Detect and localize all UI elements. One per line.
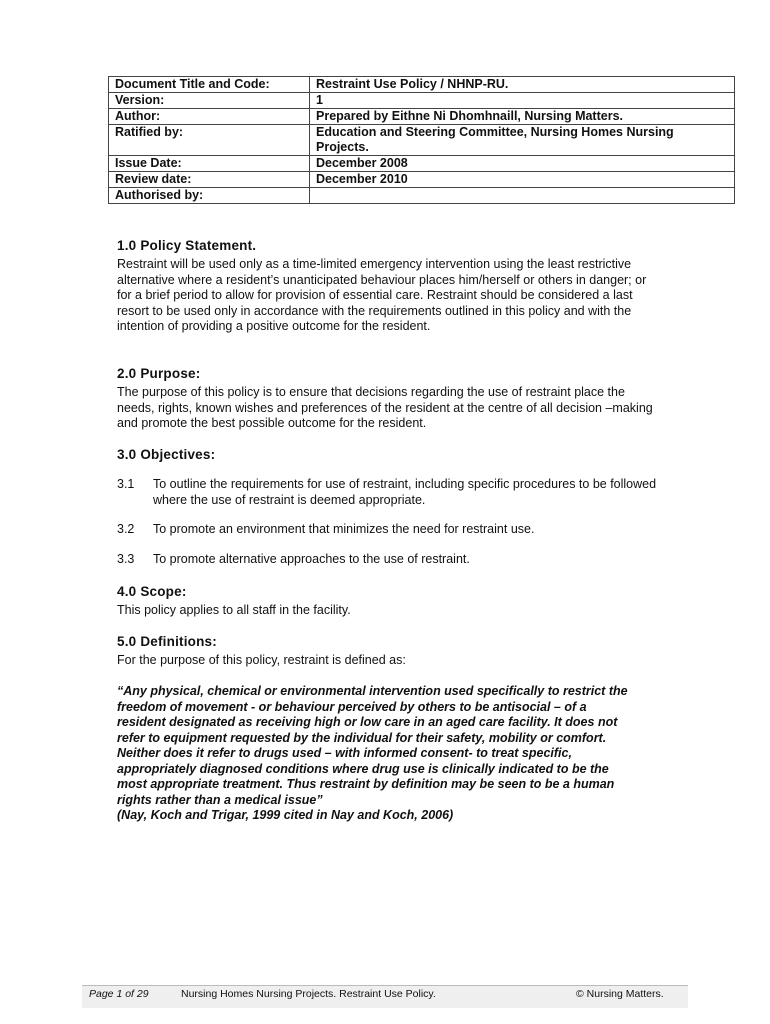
row-label: Issue Date:: [109, 156, 310, 172]
table-row: [109, 125, 735, 156]
table-row: [109, 77, 735, 93]
item-number: 3.1: [117, 477, 135, 491]
list-item: [117, 552, 662, 568]
footer-title: Nursing Homes Nursing Projects. Restraint Use Policy.: [181, 988, 436, 1000]
scope-section: [117, 583, 657, 619]
item-text: To promote an environment that minimizes the need for restraint use.: [153, 522, 535, 536]
list-item: [117, 522, 662, 538]
row-label: Author:: [109, 109, 310, 125]
section-heading: 2.0 Purpose:: [117, 366, 201, 381]
row-value: 1: [310, 93, 735, 109]
table-row: [109, 172, 735, 188]
section-body: This policy applies to all staff in the facility.: [117, 603, 351, 617]
row-label: Version:: [109, 93, 310, 109]
row-label: Document Title and Code:: [109, 77, 310, 93]
row-value: Education and Steering Committee, Nursing Homes Nursing Projects.: [310, 125, 735, 156]
row-value: December 2010: [310, 172, 735, 188]
quote-text: “Any physical, chemical or environmental intervention used specifically to restrict the freedom of movement - or behaviour perceived by others to be antisocial – of a resident designated as receiving high or low care in an aged care facility. It does not refer to equipment requested by the individual for their safety, mobility or comfort. Neither does it refer to drugs used – with informed consent- to treat specific, appropriately diagnosed conditions where drug use is clinically indicated to be the most appropriate treatment. Thus restraint by definition may be seen to be a human rights rather than a medical issue”: [117, 684, 628, 807]
definition-quote: [117, 684, 637, 824]
table-row: [109, 188, 735, 204]
row-value: December 2008: [310, 156, 735, 172]
row-value: Restraint Use Policy / NHNP-RU.: [310, 77, 735, 93]
section-heading: 1.0 Policy Statement.: [117, 238, 257, 253]
section-body: Restraint will be used only as a time-limited emergency intervention using the least restrictive alternative where a resident’s unanticipated behaviour places him/herself or others in danger; or for a brief period to allow for provision of essential care. Restraint should be considered a last resort to be used only in accordance with the requirements outlined in this policy and with the intention of providing a positive outcome for the resident.: [117, 257, 647, 333]
page-footer: [82, 985, 688, 1008]
objectives-section: [117, 446, 657, 463]
policy-statement-section: [117, 237, 657, 335]
table-row: [109, 156, 735, 172]
item-text: To outline the requirements for use of restraint, including specific procedures to be followed where the use of restraint is deemed appropriate.: [153, 477, 657, 507]
item-number: 3.2: [117, 522, 135, 536]
page-number: Page 1 of 29: [89, 988, 149, 1000]
table-row: [109, 109, 735, 125]
row-label: Ratified by:: [109, 125, 310, 156]
definitions-section: [117, 633, 657, 669]
section-heading: 5.0 Definitions:: [117, 634, 217, 649]
table-row: [109, 93, 735, 109]
footer-copyright: © Nursing Matters.: [576, 988, 664, 1000]
section-body: The purpose of this policy is to ensure that decisions regarding the use of restraint place the needs, rights, known wishes and preferences of the resident at the centre of all decision –making and promote the best possible outcome for the resident.: [117, 385, 653, 430]
item-number: 3.3: [117, 552, 135, 566]
row-label: Review date:: [109, 172, 310, 188]
section-heading: 4.0 Scope:: [117, 584, 187, 599]
row-value: [310, 188, 735, 204]
list-item: [117, 477, 662, 508]
document-info-table: [108, 76, 735, 204]
section-heading: 3.0 Objectives:: [117, 447, 216, 462]
quote-citation: (Nay, Koch and Trigar, 1999 cited in Nay and Koch, 2006): [117, 808, 454, 822]
purpose-section: [117, 365, 657, 432]
item-text: To promote alternative approaches to the use of restraint.: [153, 552, 470, 566]
row-label: Authorised by:: [109, 188, 310, 204]
row-value: Prepared by Eithne Ni Dhomhnaill, Nursing Matters.: [310, 109, 735, 125]
section-body: For the purpose of this policy, restraint is defined as:: [117, 653, 406, 667]
